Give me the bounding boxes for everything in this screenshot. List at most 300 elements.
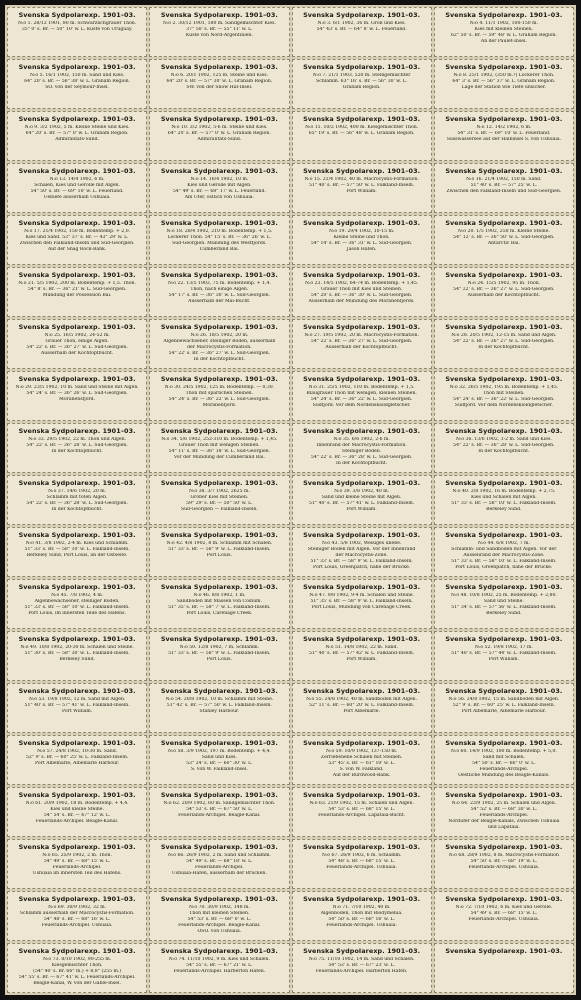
specimen-label: [434, 735, 574, 785]
label-line: 54° 22' s. Br. — 36° 28' w. L. Süd-Georgien.: [26, 443, 128, 448]
label-line: 37° 50' s. Br. — 55° 11' w. L.: [186, 27, 253, 32]
label-line: Moränensfjord.: [59, 397, 96, 402]
label-line: N:o 55. 24/8 1902, 40 m. Sandboden mit Algen.: [306, 697, 418, 702]
label-heading: Svenska Sydpolarexp. 1901–03.: [160, 531, 278, 539]
label-line: 53° 45' s. Br. — 61° 10' w. L.: [328, 761, 395, 766]
label-line: S. von W. Falkland.: [339, 767, 384, 772]
label-line: 52° 9' s. Br. — 60° 25' w. L. Falkland-Inseln.: [25, 755, 129, 760]
label-line: Ushuaia-Hafen, ausserhalb der Brücken.: [171, 871, 267, 876]
label-sheet: [5, 5, 576, 995]
label-line: Feuerlands-Archipel.: [52, 865, 102, 870]
label-line: Stanley Harbour.: [199, 709, 240, 714]
label-line: Thon mit spärlichen Steinen.: [185, 391, 254, 396]
label-line: N:o 13. 14/4 1902, 6 m.: [49, 177, 105, 182]
label-line: 54° 55' s. Br. — 67° 21' w. L.: [186, 963, 253, 968]
label-line: N:o 33. 29/5 1902, 22 m. Thon und Algen.: [28, 437, 126, 442]
label-line: N:o 1. 28/12 1901, 80 m. Schwärzlichgrauer Thon.: [18, 21, 137, 26]
label-line: N:o 69. 30/9 1902, 32 m.: [48, 905, 107, 910]
label-heading: Svenska Sydpolarexp. 1901–03.: [18, 63, 136, 71]
label-line: 54° 14' s. Br. — 36° 31' w. L. Süd-Georgien.: [310, 241, 413, 246]
label-line: In der Kochtopfbucht.: [336, 461, 388, 466]
label-line: N:o 47. 9/8 1902, 9-4 m. Schalen und Steine.: [309, 593, 414, 598]
label-line: 54° 22' s. Br. — 36° 27' w. L. Süd-Georgien.: [453, 339, 555, 344]
label-heading: Svenska Sydpolarexp. 1901–03.: [160, 375, 278, 383]
label-heading: Svenska Sydpolarexp. 1901–03.: [303, 167, 421, 175]
specimen-label: [292, 787, 432, 837]
label-line: N:o 61. 20/9 1902, 18 m. Bodentemp. + 4,4.: [25, 801, 129, 806]
label-line: Port William.: [488, 657, 519, 662]
label-line: 51° 40' s. Br. — 57° 41' w. L. Falkland-Inseln.: [309, 501, 415, 506]
label-heading: Svenska Sydpolarexp. 1901–03.: [18, 11, 136, 19]
specimen-label: [292, 735, 432, 785]
label-line: 54° 31' s. Br. — 69° 10' w. L. Feuerland.: [457, 131, 551, 136]
label-line: 51° 35' s. Br. — 58° 7' w. L. Falkland-Inseln.: [168, 605, 271, 610]
specimen-label: [292, 319, 432, 369]
label-line: N:o 39. 3/8 1902, 40 m.: [334, 489, 390, 494]
label-line: N:o 29. 23/5 1902, 10 m. Sand und Steine mit Algen.: [15, 385, 139, 390]
label-line: 51° 30' s. Br. — 58° 30' w. L. Falkland-Inseln.: [24, 651, 130, 656]
specimen-label: [292, 163, 432, 213]
label-line: 54° 49' s. Br. — 68° 17' w. L. Feuerland.: [172, 189, 266, 194]
specimen-label: [434, 59, 574, 109]
label-line: Kies und Sand. 53° 37' s. Br. — 43° 29' w. L.: [25, 235, 129, 240]
label-line: N:o 20. 1/5 1902, 250 m. Kleine Steine.: [457, 229, 550, 234]
label-line: Port Louis, Carenage Creek.: [186, 611, 253, 616]
label-line: 54° 12' s. Br. — 36° 50' w. L. Süd-Georgien.: [453, 235, 555, 240]
label-line: Südfjord. Vor dem Nordenskiöldgletscher.: [454, 403, 553, 408]
label-heading: Svenska Sydpolarexp. 1901–03.: [160, 687, 278, 695]
label-line: Feuerlands-Archipel. Lapataia-Bucht.: [318, 813, 406, 818]
label-line: N:o 49. 10/8 1902, 20-30 m. Schalen und Steine.: [20, 645, 134, 650]
label-heading: Svenska Sydpolarexp. 1901–03.: [160, 219, 278, 227]
specimen-label: [149, 943, 289, 993]
label-heading: Svenska Sydpolarexp. 1901–03.: [303, 843, 421, 851]
label-line: Schlamm mit toten Algen.: [46, 495, 108, 500]
label-heading: Svenska Sydpolarexp. 1901–03.: [445, 583, 563, 591]
label-heading: Svenska Sydpolarexp. 1901–03.: [303, 427, 421, 435]
label-heading: Svenska Sydpolarexp. 1901–03.: [303, 791, 421, 799]
label-line: 54° 8' s. Br. — 36° 21' w. L. Süd-Georgien.: [27, 287, 127, 292]
specimen-label: [434, 163, 574, 213]
label-line: N:o 56. 24/8 1902, 15 m. Sandboden mit Algen.: [448, 697, 560, 702]
label-line: der Macrocystis-Formation.: [187, 345, 252, 350]
label-line: N:o 9. 3/2 1902, 5 m. Kleine Steine und Kies.: [24, 125, 130, 130]
label-line: Süd-Georgien — Falkland-Inseln.: [180, 507, 258, 512]
label-line: Port William.: [346, 507, 377, 512]
label-heading: Svenska Sydpolarexp. 1901–03.: [160, 739, 278, 747]
label-heading: Svenska Sydpolarexp. 1901–03.: [160, 895, 278, 903]
label-line: N:o 17. 21/4 1902, 150 m. Bodentemp. + 2,0.: [24, 229, 131, 234]
label-heading: Svenska Sydpolarexp. 1901–03.: [445, 687, 563, 695]
label-line: 54° 53' s. Br. — 68° 15' w. L.: [328, 807, 395, 812]
label-line: Zwischen den Falkland-Inseln und Süd-Georgien.: [446, 189, 562, 194]
label-line: Innenrand der Macrocystis-Formation.: [316, 443, 407, 448]
label-line: Süd-Georgien. Mündung des Westfjords.: [172, 241, 267, 246]
label-line: N:o 59. 10/9 1902, 137-150 m.: [326, 749, 398, 754]
label-heading: Svenska Sydpolarexp. 1901–03.: [18, 167, 136, 175]
specimen-label: [149, 683, 289, 733]
label-heading: Svenska Sydpolarexp. 1901–03.: [18, 635, 136, 643]
label-line: Mündung der Possession Bai.: [42, 293, 112, 298]
label-heading: Svenska Sydpolarexp. 1901–03.: [160, 63, 278, 71]
label-line: Feuerlands-Archipel. Ushuaia.: [326, 865, 397, 870]
label-heading: Svenska Sydpolarexp. 1901–03.: [445, 635, 563, 643]
label-line: 51° 33' s. Br. — 58° 10' w. L. Falkland-Inseln.: [451, 501, 557, 506]
label-line: Ausserhalb der Mai-Bucht.: [188, 299, 251, 304]
label-heading: Svenska Sydpolarexp. 1901–03.: [445, 843, 563, 851]
label-heading: Svenska Sydpolarexp. 1901–03.: [445, 791, 563, 799]
specimen-label: [292, 527, 432, 577]
label-line: 54° 22' s. Br. — 36° 28' w. L. Süd-Georgien.: [310, 455, 413, 460]
specimen-label: [149, 423, 289, 473]
label-heading: Svenska Sydpolarexp. 1901–03.: [445, 895, 563, 903]
label-line: N:o 24. 15/5 1902, 95 m. Thon.: [467, 281, 541, 286]
specimen-label: [7, 215, 147, 265]
label-line: Susswassersee auf der Halbinsel S. von Ushuaia.: [446, 137, 562, 142]
label-line: 65° 19' s. Br. — 56° 48' w. L. Graham Region.: [308, 131, 415, 136]
label-line: Kies mit kleinen Steinen.: [474, 27, 534, 32]
label-line: Sand und Steine.: [483, 599, 524, 604]
label-line: Feuerlands-Archipel.: [479, 767, 529, 772]
label-line: Feuerlands-Archipel. Ushuaia.: [468, 917, 540, 922]
specimen-label: [292, 839, 432, 889]
label-line: N:o 70. 30/9 1902, 148 m.: [188, 905, 250, 910]
label-line: Schalen, Kies und Gerölle mit Algen.: [34, 183, 120, 188]
label-line: Ausserhalb der Kochtopfbucht.: [325, 345, 398, 350]
label-line: Port Albemarle, Albemarle Harbour.: [35, 761, 120, 766]
specimen-label: [149, 59, 289, 109]
specimen-label: [149, 7, 289, 57]
label-line: N:o 46. 8/8 1902, 1 m.: [193, 593, 246, 598]
label-line: 51° 33' s. Br. — 58° 10' w. L. Falkland-Inseln.: [24, 605, 130, 610]
label-line: N:o 50. 12/8 1902, 7 m. Schlamm.: [179, 645, 260, 650]
label-heading: Svenska Sydpolarexp. 1901–03.: [445, 739, 563, 747]
label-line: 54° 24' s. Br. — 36° 22' w. L. Süd-Georgien.: [453, 397, 555, 402]
label-line: N:o 38. 3/7 1902, 2625 m.: [188, 489, 250, 494]
label-line: 64° 3' s. Br. — 56° 37' w. L. Graham Region.: [452, 79, 556, 84]
specimen-label: [149, 267, 289, 317]
label-line: 51° 33' s. Br. — 58° 9' w. L. Falkland-Inseln.: [310, 559, 413, 564]
label-line: Nordufer der Beagle-Kanals, Zwischen Ushuaia: [448, 819, 560, 824]
label-line: N:o 8. 25/1 1902, (350 m.?) Lockerer Thon.: [453, 73, 555, 78]
specimen-label: [7, 527, 147, 577]
specimen-label: [149, 631, 289, 681]
label-line: Aussenrand der Macrocystis-Zone.: [463, 553, 545, 558]
label-line: N:o 10. 3/2 1902, 5-6 m. Steine und Kies.: [171, 125, 268, 130]
label-heading: Svenska Sydpolarexp. 1901–03.: [18, 843, 136, 851]
label-line: N:o 26. 18/5 1902, 20 m.: [190, 333, 249, 338]
specimen-label: [7, 319, 147, 369]
label-line: 51° 40' s. Br. — 57° 41' w. L. Falkland-Inseln.: [24, 703, 130, 708]
label-line: Auf der Burdwood-Bank.: [332, 773, 391, 778]
label-heading: Svenska Sydpolarexp. 1901–03.: [303, 63, 421, 71]
label-heading: Svenska Sydpolarexp. 1901–03.: [160, 583, 278, 591]
label-line: Kleine Steine und Thon.: [333, 235, 390, 240]
label-line: Feuerlands-Archipel. Ushuaia.: [326, 923, 397, 928]
label-line: Vor der Mündung der Cumberland Bai.: [173, 455, 265, 460]
label-heading: Svenska Sydpolarexp. 1901–03.: [18, 323, 136, 331]
label-line: Berkeley Sund.: [486, 611, 522, 616]
label-heading: Svenska Sydpolarexp. 1901–03.: [445, 115, 563, 123]
label-line: 54° 22' s. Br. — 36° 27' w. L. Süd-Georgien.: [168, 351, 271, 356]
specimen-label: [292, 683, 432, 733]
specimen-label: [434, 527, 574, 577]
label-line: N:o 66. 26/9 1902, 2 m. Sand und Schlamm.: [167, 853, 271, 858]
label-line: N:o 16. 21/4 1902, 150 m. Sand.: [466, 177, 542, 182]
label-line: N:o 32. 26/5 1902, 195 m. Bodentemp. + 1,45.: [449, 385, 559, 390]
label-heading: Svenska Sydpolarexp. 1901–03.: [160, 167, 278, 175]
label-line: S. von W. Falkland-Insel.: [190, 767, 248, 772]
label-heading: Svenska Sydpolarexp. 1901–03.: [18, 895, 136, 903]
label-line: In der Kochtopfbucht.: [193, 357, 245, 362]
label-heading: Svenska Sydpolarexp. 1901–03.: [18, 427, 136, 435]
specimen-label: [7, 267, 147, 317]
label-line: Am Ufer, östlich von Ushuaia.: [184, 195, 255, 200]
label-line: SO. von der Seymour-Insel.: [45, 85, 109, 90]
label-heading: Svenska Sydpolarexp. 1901–03.: [445, 63, 563, 71]
label-line: Port Louis, Mündung von Carenage Creek.: [311, 605, 412, 610]
label-line: N:o 4. 11/1 1902, 100-150 m.: [469, 21, 538, 26]
label-line: N:o 3. 6/1 1902, 36 m. Gröll und Kies.: [317, 21, 406, 26]
label-line: 59° 29' s. Br. — 50° 50' w. L.: [186, 501, 253, 506]
label-heading: Svenska Sydpolarexp. 1901–03.: [18, 271, 136, 279]
label-line: 52° 11' s. Br. — 60° 20' w. L. Falkland-Inseln.: [309, 703, 415, 708]
label-heading: Svenska Sydpolarexp. 1901–03.: [445, 375, 563, 383]
label-line: Zerriebenene Schalen mit Steinen.: [320, 755, 403, 760]
label-line: N:o 36. 13/6 1902, 1-2 m. Sand und Kies.: [455, 437, 552, 442]
label-line: Algenbewachsener, steiniger Boden, ausserhalb: [163, 339, 276, 344]
label-line: In der Kochtopfbucht.: [478, 449, 530, 454]
label-line: N:o 67. 26/9 1902, 6 m. Schlamm.: [321, 853, 402, 858]
specimen-label: [7, 839, 147, 889]
specimen-label: [7, 59, 147, 109]
label-line: Auf der Shag Rock-Bank.: [47, 247, 107, 252]
specimen-label: [7, 111, 147, 161]
label-line: N:o 68. 28/9 1902, 8 m. Macrocystis-Formation: [448, 853, 559, 858]
label-line: Lockerer Thon. 54° 15' s. Br. — 36° 26' w. L.: [167, 235, 272, 240]
specimen-label: [434, 7, 574, 57]
label-line: N:o 51. 14/8 1902, 22 m. Sand.: [325, 645, 398, 650]
label-line: N:o 45. 7/8 1902, 4 m.: [51, 593, 104, 598]
specimen-label: [149, 475, 289, 525]
specimen-label: [434, 319, 574, 369]
label-line: N:o 75. 11/10 1902, 14 m. Sand und Schalen.: [308, 957, 415, 962]
label-line: Steiniger Boden.: [342, 449, 382, 454]
label-line: 54° 50' s. Br. — 66° 0' w. L.: [472, 761, 536, 766]
specimen-label: [7, 891, 147, 941]
specimen-label: [292, 59, 432, 109]
label-line: Berkeley Sund, Port Louis, an der Ostseite.: [26, 553, 128, 558]
label-line: N:o 14. 16/4 1902, 10 m.: [190, 177, 249, 182]
label-line: 54° 22' s. Br. — 36° 27' w. L. Süd-Georgien.: [310, 339, 413, 344]
label-line: Moränenfjord.: [202, 403, 237, 408]
label-heading: Svenska Sydpolarexp. 1901–03.: [160, 479, 278, 487]
label-line: Südfjord. Vor dem Nordenskiöldgletscher.: [312, 403, 411, 408]
label-line: Admiralitäts-Sund.: [197, 137, 242, 142]
label-line: 54° 17' s. Br. — 36° 30' w. L. Süd-Georgien.: [168, 293, 271, 298]
label-line: N:o 62. 20/9 1902, 60 m. Sandgemischter Thon.: [163, 801, 276, 806]
label-heading: Svenska Sydpolarexp. 1901–03.: [445, 427, 563, 435]
label-line: N:o 21. 5/5 1902, 200 m. Bodentemp. + 1,5. Thon.: [18, 281, 136, 286]
label-heading: Svenska Sydpolarexp. 1901–03.: [303, 947, 421, 955]
label-line: Port Louis, Greenpatch, nahe der Brücke.: [455, 565, 553, 570]
label-line: 64° 20' s. Br. — 57° 0' w. L. Graham Region.: [25, 131, 129, 136]
label-line: Schlamm- und Sandboden mit Algen. Vor der: [451, 547, 557, 552]
label-line: N:o 22. 13/5 1902, 75 m. Bodentemp. + 1,4.: [167, 281, 271, 286]
label-line: Feuerlands-Archipel. Harberton Hafen.: [315, 969, 408, 974]
label-line: N:o 44. 6/8 1902, 7 m.: [477, 541, 530, 546]
specimen-label: [434, 423, 574, 473]
label-heading: Svenska Sydpolarexp. 1901–03.: [160, 271, 278, 279]
label-line: N:o 37. 14/6 1902, 20 m.: [48, 489, 107, 494]
label-line: N:o 27. 19/5 1902, 20 m. Macrocystis-Formation.: [304, 333, 419, 338]
label-line: N:o 52. 19/8 1902, 17 m.: [474, 645, 533, 650]
label-heading: Svenska Sydpolarexp. 1901–03.: [445, 531, 563, 539]
specimen-label: [7, 423, 147, 473]
label-line: Antarctic Bai.: [487, 241, 520, 246]
specimen-label: [7, 683, 147, 733]
label-line: Grauer Thon mit Kies und Steinen.: [320, 287, 403, 292]
label-line: 54° 48' s. Br. — 68° 15' w. L.: [328, 859, 395, 864]
label-line: Feuerlands-Archipel. Beagle-Kanal.: [35, 819, 119, 824]
label-line: Kies und Schalen mit Algen.: [470, 495, 537, 500]
label-line: N:o 34. 5/6 1902, 252-310 m. Bodentemp. + 1,45.: [161, 437, 278, 442]
specimen-label: [434, 683, 574, 733]
label-line: 54° 11' s. Br. — 36° 18' w. L. Süd-Georgien.: [168, 449, 271, 454]
label-line: 52° 9' s. Br. — 60° 25' w. L. Falkland-Inseln.: [452, 703, 556, 708]
specimen-label: [149, 527, 289, 577]
specimen-label: [7, 163, 147, 213]
label-heading: Svenska Sydpolarexp. 1901–03.: [445, 323, 563, 331]
label-line: N:o 5. 16/1 1902, 150 m. Sand und Kies.: [29, 73, 125, 78]
label-line: Port William.: [62, 709, 93, 714]
specimen-label: [434, 215, 574, 265]
label-line: N:o 35. 6/6 1902, 2-6 m.: [333, 437, 390, 442]
label-line: 54° 53' s. Br. — 67° 50' w. L.: [186, 807, 253, 812]
label-line: Sand und kleine Steine mit Algen.: [321, 495, 402, 500]
label-line: SW. von der Snow Hill-Insel.: [186, 85, 253, 90]
label-line: 54° 20' s. Br. — 36° 30' w. L. Süd-Georgien.: [310, 293, 413, 298]
label-line: 51° 34' s. Br. — 57° 56' w. L. Falkland-Inseln.: [451, 605, 557, 610]
label-line: 54° 24' s. Br. — 36° 26' w. L. Süd-Georgien.: [26, 391, 128, 396]
label-line: An der Paulet-Insel.: [480, 39, 527, 44]
label-line: 51° 35' s. Br. — 58° 9' w. L. Falkland-Inseln.: [310, 599, 413, 604]
label-line: Feuerlands-Archipel.: [195, 865, 244, 870]
label-heading: Svenska Sydpolarexp. 1901–03.: [160, 843, 278, 851]
specimen-label: [434, 943, 574, 993]
label-line: Port Albemarle, Albemarle Harbour.: [461, 709, 546, 714]
label-line: 54° 22' s. Br. — 36° 28' w. L. Süd-Georgien.: [26, 501, 128, 506]
label-line: Feuerlands-Archipel. Ushuaia.: [468, 865, 540, 870]
label-heading: Svenska Sydpolarexp. 1901–03.: [18, 583, 136, 591]
specimen-label: [434, 631, 574, 681]
label-line: (54° 40' s. Br. 66° m.) + 8,8° (255 m.): [33, 969, 122, 974]
label-line: 64° 20' s. Br. — 56° 38' w. L. Graham Region.: [24, 79, 131, 84]
label-line: 54° 53' s. Br. — 68° 0' w. L.: [187, 917, 252, 922]
label-line: OSO. von Ushuaia.: [197, 929, 242, 934]
label-line: 64° 20' s. Br. — 57° 0' w. L. Graham Region.: [167, 131, 271, 136]
specimen-label: [434, 267, 574, 317]
specimen-label: [149, 371, 289, 421]
specimen-label: [434, 371, 574, 421]
label-heading: Svenska Sydpolarexp. 1901–03.: [18, 739, 136, 747]
label-line: Steiniger Boden mit Algen. Vor der Innenrand: [307, 547, 416, 552]
label-line: Sandboden mit Massen von Codium.: [176, 599, 262, 604]
specimen-label: [434, 475, 574, 525]
label-line: 54° 43' s. Br. — 64° 8' w. L. Feuerland.: [316, 27, 407, 32]
label-line: Grauer Thon mit wenigen Steinen.: [179, 443, 260, 448]
label-line: N:o 41. 3/8 1902, 2-4 m. Kies und Schlamm.: [25, 541, 129, 546]
specimen-label: [434, 891, 574, 941]
label-line: Port Louis.: [206, 553, 232, 558]
label-heading: Svenska Sydpolarexp. 1901–03.: [18, 791, 136, 799]
label-line: Port William.: [346, 657, 377, 662]
label-heading: Svenska Sydpolarexp. 1901–03.: [303, 219, 421, 227]
label-heading: Svenska Sydpolarexp. 1901–03.: [160, 115, 278, 123]
specimen-label: [7, 7, 147, 57]
label-line: N:o 64. 23/9 1902, 25 m. Schalen und Algen.: [451, 801, 557, 806]
label-heading: Svenska Sydpolarexp. 1901–03.: [445, 947, 563, 955]
label-line: N:o 57. 24/8 1902, 10-30 m. Sand.: [37, 749, 118, 754]
label-line: Ausserhalb der Mündung des Moränenfjords.: [308, 299, 415, 304]
label-line: Schlamm ausserhalb der Macrocystis-Formation.: [19, 911, 135, 916]
specimen-label: [7, 371, 147, 421]
label-line: Feuerlands-Archipel.: [479, 813, 529, 818]
specimen-label: [7, 943, 147, 993]
label-line: N:o 65. 25/9 1902, 2 m. Thon.: [42, 853, 112, 858]
label-heading: Svenska Sydpolarexp. 1901–03.: [303, 479, 421, 487]
label-line: N:o 23. 14/5 1902, 64-74 m. Bodentemp. + 1,45.: [304, 281, 419, 286]
specimen-label: [149, 319, 289, 369]
label-line: 54° 22' s. Br. — 36° 27' w. L. Süd-Georgien.: [26, 345, 128, 350]
specimen-label: [292, 111, 432, 161]
label-heading: Svenska Sydpolarexp. 1901–03.: [445, 479, 563, 487]
label-line: N:o 18. 28/4 1902, 210 m. Bodentemp. + 1,5.: [166, 229, 273, 234]
label-line: N:o 72. 7/10 1902, 6 m. Kies und Gerölle.: [455, 905, 553, 910]
specimen-label: [149, 215, 289, 265]
label-line: Zwischen den Falkland-Inseln und Süd-Georgien.: [19, 241, 135, 246]
label-line: Küste von Nord-Argentinien.: [185, 33, 253, 38]
label-heading: Svenska Sydpolarexp. 1901–03.: [303, 635, 421, 643]
label-line: Port Louis.: [206, 657, 232, 662]
label-line: N:o 28. 20/5 1902, 12-15 m. Sand und Algen.: [451, 333, 557, 338]
label-line: 35° 0' s. Br. — 50° 10' w. L. Küste von Uruguay.: [21, 27, 133, 32]
label-line: In der Kochtopfbucht.: [478, 345, 530, 350]
label-heading: Svenska Sydpolarexp. 1901–03.: [303, 687, 421, 695]
label-line: Port Louis, Greenpatch, nahe der Brücke.: [313, 565, 411, 570]
specimen-label: [7, 631, 147, 681]
label-line: Ausserhalb der Kochtopfbucht.: [40, 351, 114, 356]
label-line: Grober Kies mit Steinen.: [190, 495, 249, 500]
specimen-label: [292, 371, 432, 421]
specimen-label: [149, 891, 289, 941]
label-line: N:o 30. 24/5 1902, 125 m. Bodentemp. — 0,30.: [164, 385, 275, 390]
label-line: 54° 50' s. Br. — 69° 10' w. L. Feuerland.: [30, 189, 124, 194]
label-line: Grauer Thon, einige Algen.: [45, 339, 109, 344]
label-line: 54° 48' s. Br. — 68° 16' w. L.: [43, 917, 111, 922]
specimen-label: [434, 787, 574, 837]
label-line: 54° 50' s. Br. — 68° 19' w. L.: [470, 859, 538, 864]
label-line: Beagle-Kanal, W. von der Gable-Insel.: [33, 981, 121, 986]
specimen-label: [292, 7, 432, 57]
label-line: 51° 33' s. Br. — 58° 9' w. L. Falkland-Inseln.: [168, 547, 271, 552]
label-line: 54° 24' s. Br. — 36° 22' w. L. Süd-Georgien.: [168, 397, 271, 402]
label-line: 51° 33' s. Br. — 58° 10' w. L. Falkland-Inseln.: [24, 547, 130, 552]
label-line: 51° 40' s. Br. — 57° 42' w. L. Falkland-Inseln.: [309, 651, 415, 656]
label-line: N:o 15. 21/4 1902, 40 m. Macrocystis-Formation.: [304, 177, 419, 182]
label-heading: Svenska Sydpolarexp. 1901–03.: [303, 375, 421, 383]
label-heading: Svenska Sydpolarexp. 1901–03.: [303, 583, 421, 591]
